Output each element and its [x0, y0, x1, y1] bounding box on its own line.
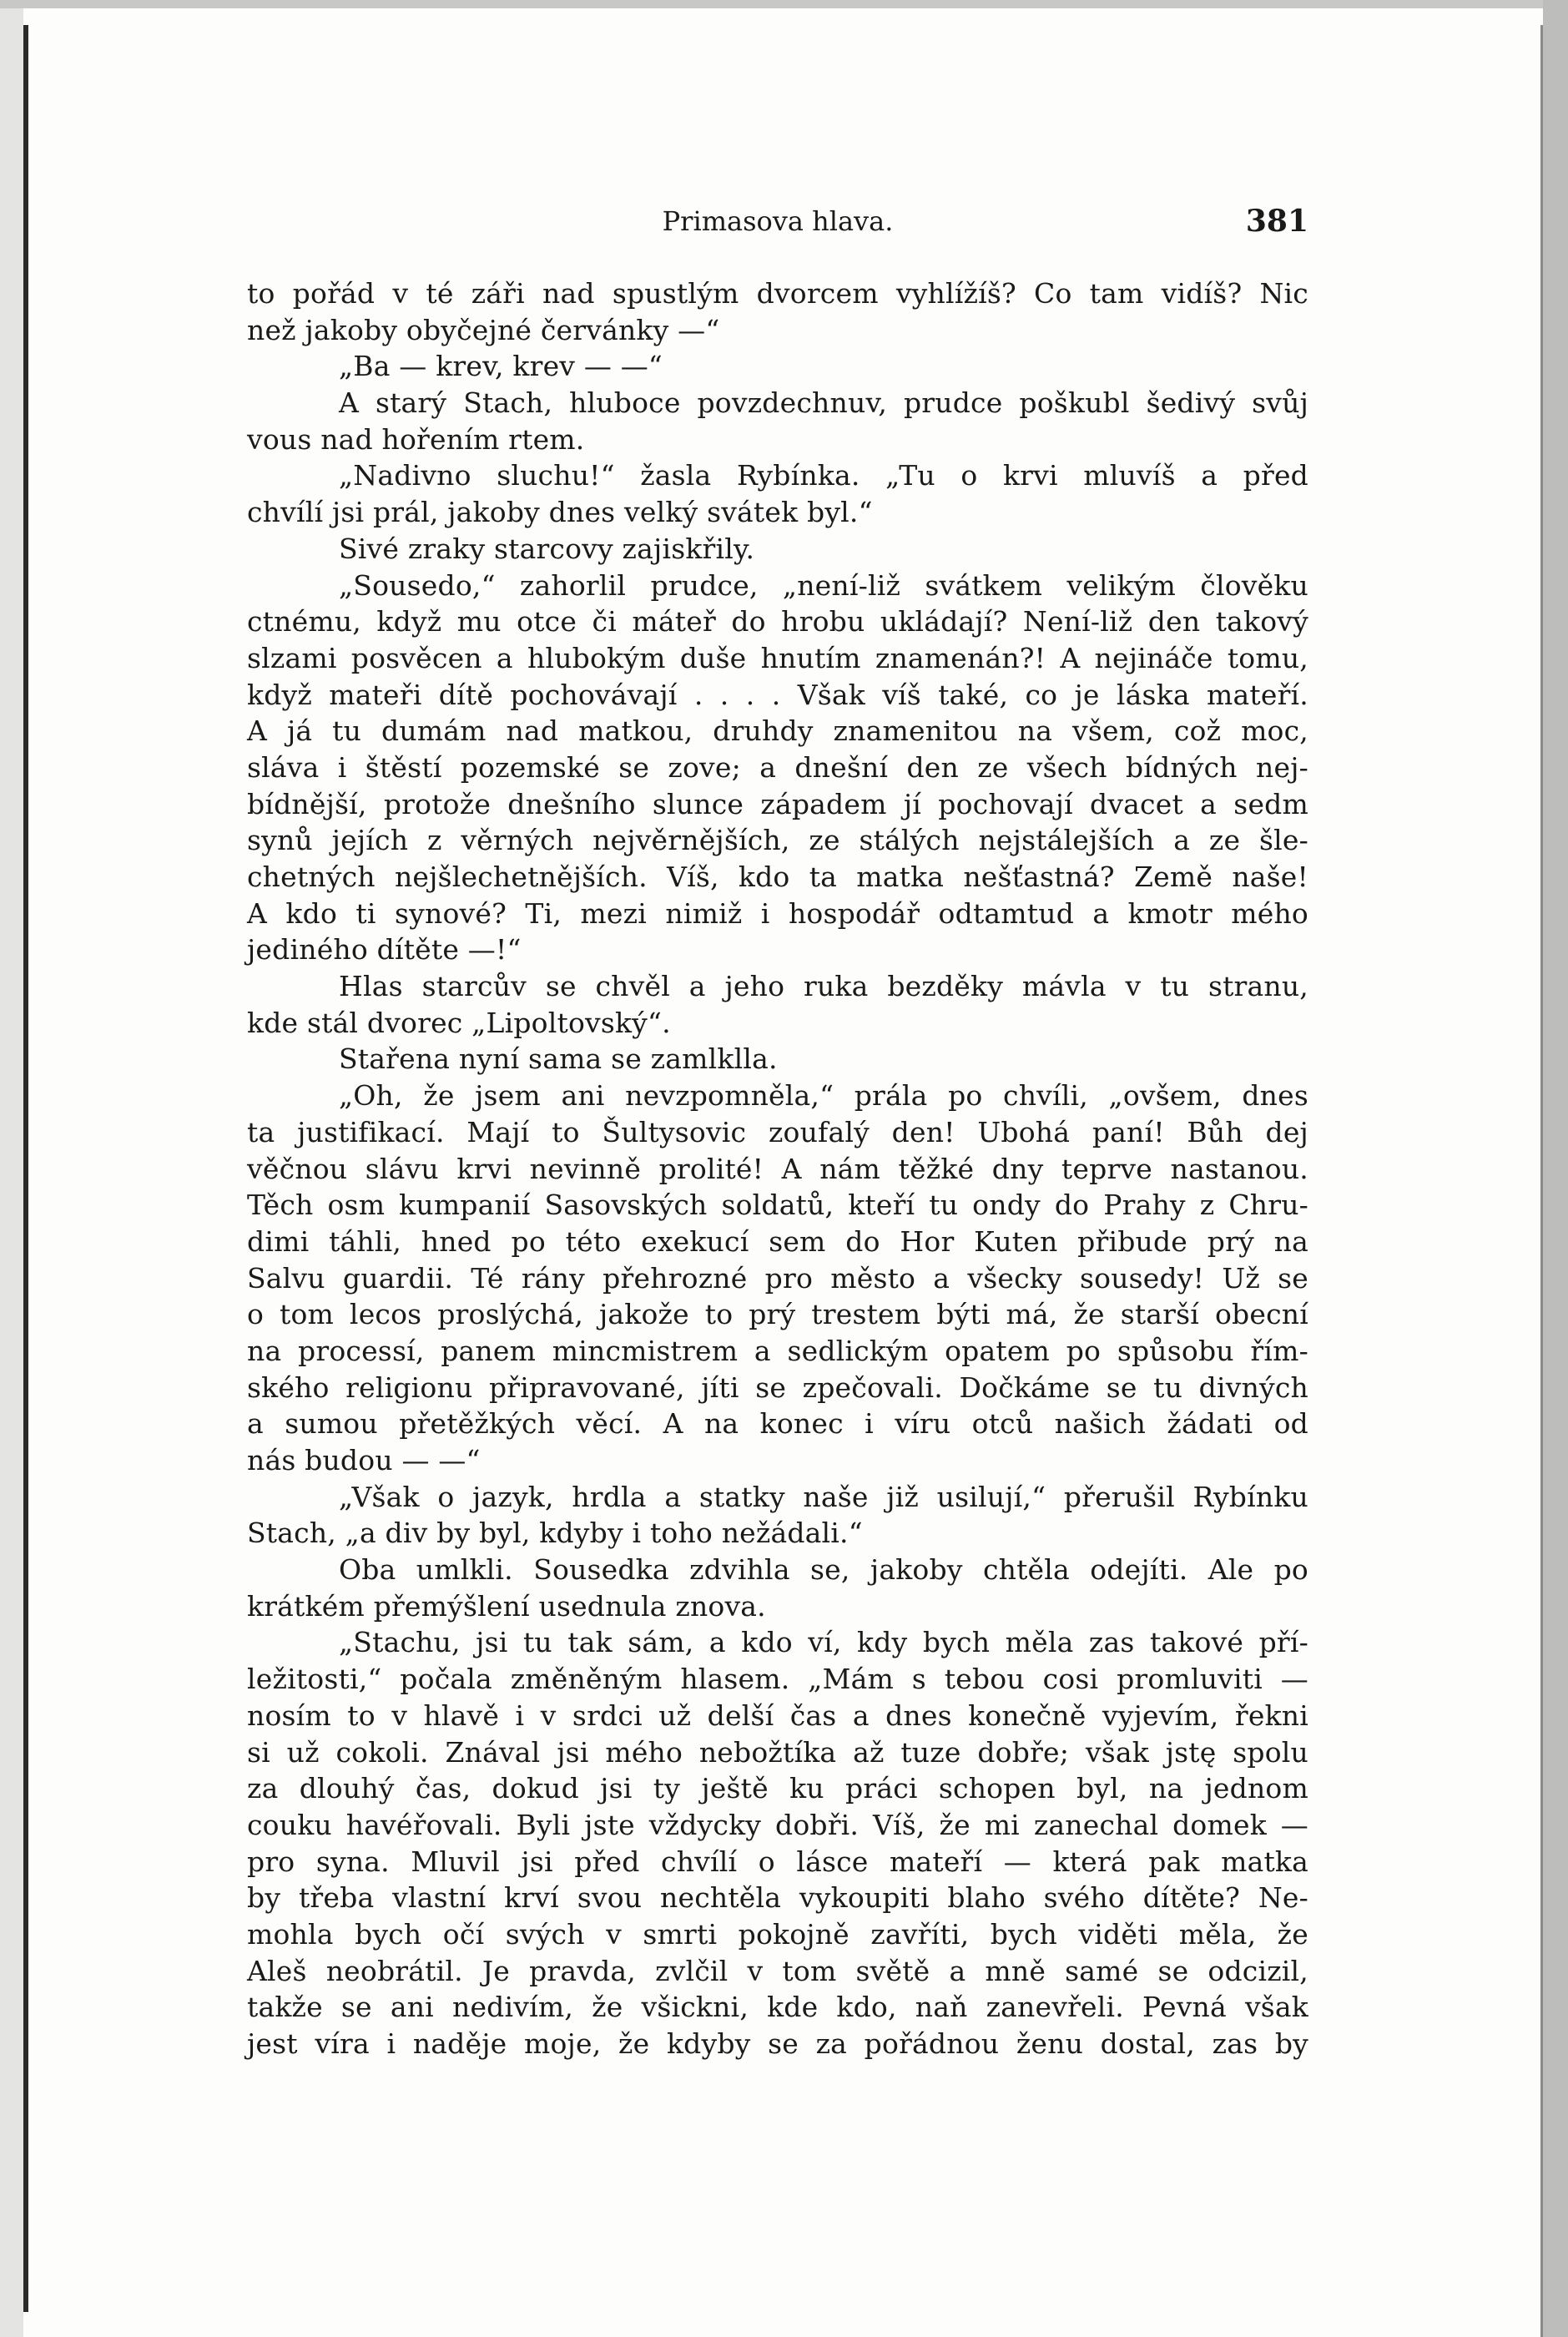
text-line: za dlouhý čas, dokud jsi ty ještě ku práci schopen byl, na jednom — [247, 1772, 1308, 1805]
text-line: když mateři dítě pochovávají . . . . Však víš také, co je láska mateří. — [247, 678, 1308, 711]
body-text — [247, 275, 1308, 2062]
text-line: Salvu guardii. Té rány přehrozné pro město a všecky sousedy! Už se — [247, 1261, 1308, 1295]
text-line: věčnou slávu krvi nevinně prolité! A nám těžké dny teprve nastanou. — [247, 1152, 1308, 1185]
running-title: Primasova hlava. — [662, 205, 894, 237]
text-line: dimi táhli, hned po této exekucí sem do Hor Kuten přibude prý na — [247, 1224, 1308, 1258]
binding-edge — [23, 25, 28, 2312]
text-line: A starý Stach, hluboce povzdechnuv, prudce poškubl šedivý svůj — [339, 386, 1308, 420]
page-edge-right — [1543, 0, 1568, 2337]
page-number: 381 — [1245, 204, 1308, 239]
text-line: ského religionu připravované, jíti se zpečovali. Dočkáme se tu divných — [247, 1370, 1308, 1404]
text-line: krátkém přemýšlení usednula znova. — [247, 1589, 766, 1623]
text-line: a sumou přetěžkých věcí. A na konec i víru otců našich žádati od — [247, 1407, 1308, 1441]
text-line: pro syna. Mluvil jsi před chvílí o lásce mateří — která pak matka — [247, 1845, 1308, 1878]
text-line: „Však o jazyk, hrdla a statky naše již usilují,“ přerušil Rybínku — [339, 1480, 1308, 1513]
text-line: Stach, „a div by byl, kdyby i toho nežádali.“ — [247, 1517, 863, 1550]
text-line: A já tu dumám nad matkou, druhdy znamenitou na všem, což moc, — [247, 714, 1308, 748]
text-line: Stařena nyní sama se zamlklla. — [339, 1042, 778, 1076]
page-margin-left — [0, 8, 23, 2337]
text-line: by třeba vlastní krví svou nechtěla vykoupiti blaho svého dítěte? Ne- — [247, 1881, 1308, 1915]
text-line: na processí, panem mincmistrem a sedlickým opatem po spůsobu řím- — [247, 1334, 1308, 1367]
page-header — [247, 200, 1308, 242]
text-line: kde stál dvorec „Lipoltovský“. — [247, 1006, 671, 1039]
text-line: jediného dítěte —!“ — [247, 933, 522, 967]
text-line: to pořád v té záři nad spustlým dvorcem vyhlížíš? Co tam vidíš? Nic — [247, 277, 1308, 310]
text-line: Sivé zraky starcovy zajiskřily. — [339, 532, 755, 565]
text-line: Aleš neobrátil. Je pravda, zvlčil v tom světě a mně samé se odcizil, — [247, 1954, 1308, 1987]
text-line: Hlas starcův se chvěl a jeho ruka bezděky mávla v tu stranu, — [339, 970, 1308, 1003]
text-line: Těch osm kumpanií Sasovských soldatů, kteří tu ondy do Prahy z Chru- — [247, 1189, 1308, 1222]
page-edge-right-line — [1540, 25, 1543, 2337]
text-line: synů jejích z věrných nejvěrnějších, ze stálých nejstálejších a ze šle- — [247, 824, 1308, 857]
text-line: ležitosti,“ počala změněným hlasem. „Mám s tebou cosi promluviti — — [247, 1663, 1308, 1696]
text-line: „Nadivno sluchu!“ žasla Rybínka. „Tu o krvi mluvíš a před — [339, 459, 1308, 492]
page-edge-top — [0, 0, 1568, 8]
text-line: „Oh, že jsem ani nevzpomněla,“ prála po chvíli, „ovšem, dnes — [339, 1079, 1308, 1113]
text-line: jest víra i naděje moje, že kdyby se za pořádnou ženu dostal, zas by — [247, 2027, 1308, 2060]
text-line: couku havéřovali. Byli jste vždycky dobři. Víš, že mi zanechal domek — — [247, 1808, 1308, 1841]
text-line: si už cokoli. Znával jsi mého nebožtíka až tuze dobře; však jstę spolu — [247, 1735, 1308, 1769]
text-line: mohla bych očí svých v smrti pokojně zavříti, bych viděti měla, že — [247, 1917, 1308, 1951]
text-line: Oba umlkli. Sousedka zdvihla se, jakoby chtěla odejíti. Ale po — [339, 1553, 1308, 1587]
text-line: než jakoby obyčejné červánky —“ — [247, 313, 720, 346]
text-line: ta justifikací. Mají to Šultysovic zoufalý den! Ubohá paní! Bůh dej — [247, 1115, 1308, 1148]
text-line: slzami posvěcen a hlubokým duše hnutím znamenán?! A nejináče tomu, — [247, 641, 1308, 674]
text-line: vous nad hořením rtem. — [247, 422, 585, 456]
text-line: chetných nejšlechetnějších. Víš, kdo ta matka nešťastná? Země naše! — [247, 861, 1308, 893]
text-line: „Sousedo,“ zahorlil prudce, „není-liž svátkem velikým člověku — [339, 568, 1308, 602]
text-line: A kdo ti synové? Ti, mezi nimiž i hospodář odtamtud a kmotr mého — [247, 896, 1308, 930]
text-line: nás budou — —“ — [247, 1444, 481, 1476]
text-line: nosím to v hlavě i v srdci už delší čas a dnes konečně vyjevím, řekni — [247, 1698, 1308, 1732]
text-line: chvílí jsi prál, jakoby dnes velký svátek byl.“ — [247, 496, 873, 529]
text-line: bídnější, protože dnešního slunce západem jí pochovají dvacet a sedm — [247, 787, 1308, 820]
text-line: „Stachu, jsi tu tak sám, a kdo ví, kdy bych měla zas takové pří- — [339, 1626, 1308, 1659]
text-line: ctnému, když mu otce či máteř do hrobu ukládají? Není-liž den takový — [247, 605, 1308, 639]
text-line: o tom lecos proslýchá, jakože to prý trestem býti má, že starší obecní — [247, 1298, 1308, 1331]
text-line: sláva i štěstí pozemské se zove; a dnešní den ze všech bídných nej- — [247, 750, 1308, 784]
text-line: „Ba — krev, krev — —“ — [339, 350, 663, 383]
text-line: takže se ani nedivím, že všickni, kde kdo, naň zanevřeli. Pevná však — [247, 1991, 1308, 2024]
